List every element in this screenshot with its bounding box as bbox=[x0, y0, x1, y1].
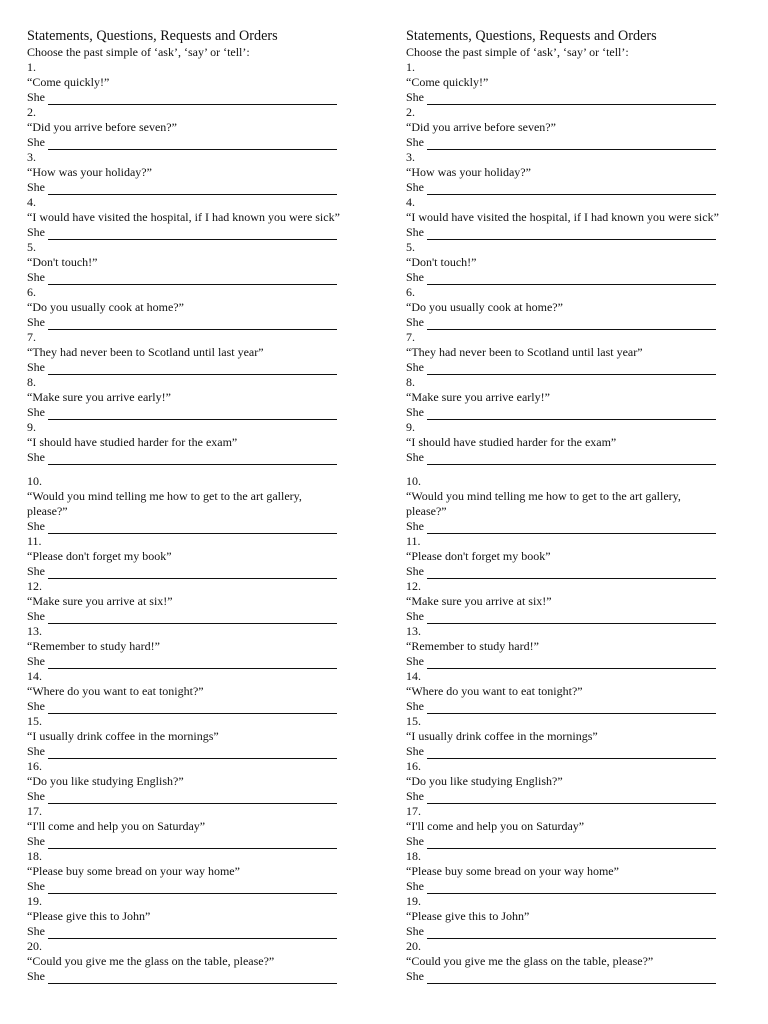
answer-row bbox=[27, 135, 387, 150]
answer-row bbox=[406, 180, 766, 195]
question-item bbox=[27, 849, 387, 894]
question-item bbox=[406, 714, 766, 759]
answer-prefix: She bbox=[406, 789, 424, 803]
answer-blank-line[interactable] bbox=[48, 407, 337, 420]
answer-prefix: She bbox=[406, 450, 424, 464]
answer-prefix: She bbox=[406, 315, 424, 329]
question-number: 3. bbox=[406, 150, 415, 164]
answer-blank-line[interactable] bbox=[427, 836, 716, 849]
question-prompt: “Do you usually cook at home?” bbox=[406, 300, 563, 314]
question-number: 17. bbox=[406, 804, 421, 818]
question-item bbox=[406, 285, 766, 330]
question-number: 14. bbox=[406, 669, 421, 683]
answer-prefix: She bbox=[27, 834, 45, 848]
answer-row bbox=[27, 879, 387, 894]
answer-prefix: She bbox=[406, 969, 424, 983]
answer-blank-line[interactable] bbox=[48, 317, 337, 330]
answer-blank-line[interactable] bbox=[48, 452, 337, 465]
answer-row bbox=[27, 360, 387, 375]
question-prompt: “Don't touch!” bbox=[27, 255, 98, 269]
answer-row bbox=[406, 135, 766, 150]
question-prompt: “Please don't forget my book” bbox=[27, 549, 172, 563]
answer-blank-line[interactable] bbox=[427, 92, 716, 105]
answer-blank-line[interactable] bbox=[427, 926, 716, 939]
question-item bbox=[406, 579, 766, 624]
question-item bbox=[27, 420, 387, 465]
answer-row bbox=[27, 180, 387, 195]
answer-blank-line[interactable] bbox=[427, 881, 716, 894]
answer-prefix: She bbox=[27, 879, 45, 893]
question-prompt: “Please buy some bread on your way home” bbox=[27, 864, 240, 878]
question-prompt: “Come quickly!” bbox=[406, 75, 489, 89]
question-prompt: “I should have studied harder for the exam” bbox=[406, 435, 617, 449]
answer-row bbox=[406, 699, 766, 714]
question-number: 1. bbox=[406, 60, 415, 74]
answer-prefix: She bbox=[27, 270, 45, 284]
question-prompt: “Please buy some bread on your way home” bbox=[406, 864, 619, 878]
answer-row bbox=[27, 789, 387, 804]
answer-blank-line[interactable] bbox=[427, 137, 716, 150]
question-prompt: “They had never been to Scotland until last year” bbox=[406, 345, 643, 359]
question-prompt: “Would you mind telling me how to get to the art gallery, please?” bbox=[27, 489, 302, 518]
answer-blank-line[interactable] bbox=[48, 227, 337, 240]
question-number: 8. bbox=[406, 375, 415, 389]
question-prompt: “I should have studied harder for the exam” bbox=[27, 435, 238, 449]
question-prompt: “Don't touch!” bbox=[406, 255, 477, 269]
question-item bbox=[27, 624, 387, 669]
question-prompt: “How was your holiday?” bbox=[27, 165, 152, 179]
answer-blank-line[interactable] bbox=[48, 272, 337, 285]
question-item bbox=[406, 939, 766, 984]
question-prompt: “Do you usually cook at home?” bbox=[27, 300, 184, 314]
question-number: 15. bbox=[27, 714, 42, 728]
answer-blank-line[interactable] bbox=[427, 182, 716, 195]
question-number: 20. bbox=[27, 939, 42, 953]
question-number: 12. bbox=[406, 579, 421, 593]
question-number: 10. bbox=[27, 474, 42, 488]
answer-blank-line[interactable] bbox=[48, 701, 337, 714]
answer-row bbox=[406, 744, 766, 759]
answer-prefix: She bbox=[406, 564, 424, 578]
answer-row bbox=[406, 609, 766, 624]
answer-row bbox=[27, 519, 387, 534]
answer-row bbox=[27, 834, 387, 849]
answer-prefix: She bbox=[406, 360, 424, 374]
answer-prefix: She bbox=[27, 360, 45, 374]
question-item bbox=[27, 804, 387, 849]
answer-prefix: She bbox=[27, 564, 45, 578]
answer-row bbox=[406, 360, 766, 375]
question-item bbox=[406, 240, 766, 285]
question-number: 20. bbox=[406, 939, 421, 953]
answer-prefix: She bbox=[27, 654, 45, 668]
answer-prefix: She bbox=[406, 270, 424, 284]
question-item bbox=[27, 669, 387, 714]
answer-blank-line[interactable] bbox=[48, 836, 337, 849]
answer-row bbox=[406, 405, 766, 420]
answer-row bbox=[406, 90, 766, 105]
question-item bbox=[406, 804, 766, 849]
answer-prefix: She bbox=[27, 924, 45, 938]
answer-blank-line[interactable] bbox=[427, 362, 716, 375]
question-item bbox=[406, 60, 766, 105]
question-item bbox=[406, 894, 766, 939]
question-number: 7. bbox=[406, 330, 415, 344]
question-number: 16. bbox=[406, 759, 421, 773]
question-item bbox=[27, 579, 387, 624]
answer-row bbox=[27, 405, 387, 420]
question-prompt: “Make sure you arrive early!” bbox=[406, 390, 550, 404]
question-item bbox=[27, 714, 387, 759]
answer-blank-line[interactable] bbox=[48, 182, 337, 195]
question-list bbox=[406, 60, 766, 984]
answer-row bbox=[27, 564, 387, 579]
answer-blank-line[interactable] bbox=[427, 971, 716, 984]
question-item bbox=[27, 195, 387, 240]
answer-blank-line[interactable] bbox=[48, 521, 337, 534]
question-item bbox=[27, 939, 387, 984]
question-prompt: “I usually drink coffee in the mornings” bbox=[27, 729, 219, 743]
question-prompt: “Would you mind telling me how to get to the art gallery, please?” bbox=[406, 489, 681, 518]
answer-row bbox=[27, 699, 387, 714]
question-prompt: “Remember to study hard!” bbox=[406, 639, 539, 653]
question-number: 13. bbox=[406, 624, 421, 638]
question-number: 7. bbox=[27, 330, 36, 344]
answer-row bbox=[406, 225, 766, 240]
question-number: 12. bbox=[27, 579, 42, 593]
answer-blank-line[interactable] bbox=[48, 137, 337, 150]
question-number: 8. bbox=[27, 375, 36, 389]
answer-prefix: She bbox=[406, 405, 424, 419]
question-number: 2. bbox=[406, 105, 415, 119]
answer-blank-line[interactable] bbox=[48, 926, 337, 939]
question-prompt: “Please give this to John” bbox=[406, 909, 530, 923]
answer-row bbox=[406, 450, 766, 465]
question-number: 19. bbox=[406, 894, 421, 908]
question-list bbox=[27, 60, 387, 984]
answer-row bbox=[406, 924, 766, 939]
answer-blank-line[interactable] bbox=[427, 317, 716, 330]
answer-row bbox=[27, 450, 387, 465]
answer-row bbox=[406, 519, 766, 534]
question-item bbox=[27, 474, 387, 534]
answer-prefix: She bbox=[27, 609, 45, 623]
answer-prefix: She bbox=[406, 744, 424, 758]
question-item bbox=[27, 285, 387, 330]
question-number: 11. bbox=[27, 534, 42, 548]
answer-prefix: She bbox=[27, 744, 45, 758]
answer-row bbox=[27, 924, 387, 939]
answer-row bbox=[27, 744, 387, 759]
question-item bbox=[406, 375, 766, 420]
answer-prefix: She bbox=[27, 405, 45, 419]
question-number: 6. bbox=[27, 285, 36, 299]
answer-row bbox=[406, 834, 766, 849]
question-item bbox=[27, 759, 387, 804]
question-number: 10. bbox=[406, 474, 421, 488]
question-prompt: “Where do you want to eat tonight?” bbox=[27, 684, 204, 698]
answer-prefix: She bbox=[406, 924, 424, 938]
answer-blank-line[interactable] bbox=[48, 656, 337, 669]
worksheet-column-left bbox=[27, 27, 387, 984]
question-prompt: “I would have visited the hospital, if I had known you were sick” bbox=[406, 210, 719, 224]
question-number: 4. bbox=[27, 195, 36, 209]
answer-blank-line[interactable] bbox=[427, 701, 716, 714]
answer-blank-line[interactable] bbox=[48, 362, 337, 375]
worksheet-instruction: Choose the past simple of ‘ask’, ‘say’ or ‘tell’: bbox=[27, 45, 250, 59]
question-item bbox=[406, 150, 766, 195]
question-item bbox=[406, 195, 766, 240]
answer-prefix: She bbox=[27, 969, 45, 983]
answer-blank-line[interactable] bbox=[48, 746, 337, 759]
question-item bbox=[27, 534, 387, 579]
answer-row bbox=[27, 315, 387, 330]
answer-blank-line[interactable] bbox=[48, 92, 337, 105]
answer-prefix: She bbox=[27, 315, 45, 329]
answer-blank-line[interactable] bbox=[48, 971, 337, 984]
question-prompt: “Could you give me the glass on the table, please?” bbox=[406, 954, 654, 968]
question-item bbox=[27, 105, 387, 150]
answer-row bbox=[27, 654, 387, 669]
question-number: 19. bbox=[27, 894, 42, 908]
answer-row bbox=[406, 315, 766, 330]
answer-row bbox=[406, 564, 766, 579]
question-item bbox=[406, 534, 766, 579]
answer-prefix: She bbox=[406, 654, 424, 668]
answer-prefix: She bbox=[27, 180, 45, 194]
question-item bbox=[27, 375, 387, 420]
answer-row bbox=[406, 654, 766, 669]
answer-row bbox=[27, 609, 387, 624]
question-item bbox=[27, 150, 387, 195]
answer-prefix: She bbox=[27, 90, 45, 104]
answer-row bbox=[27, 969, 387, 984]
answer-prefix: She bbox=[27, 519, 45, 533]
answer-blank-line[interactable] bbox=[48, 881, 337, 894]
question-item bbox=[406, 669, 766, 714]
question-number: 5. bbox=[406, 240, 415, 254]
question-number: 6. bbox=[406, 285, 415, 299]
worksheet-title: Statements, Questions, Requests and Orders bbox=[406, 28, 657, 44]
question-item bbox=[406, 624, 766, 669]
answer-prefix: She bbox=[27, 450, 45, 464]
question-number: 5. bbox=[27, 240, 36, 254]
answer-prefix: She bbox=[406, 135, 424, 149]
question-prompt: “I usually drink coffee in the mornings” bbox=[406, 729, 598, 743]
answer-blank-line[interactable] bbox=[427, 656, 716, 669]
answer-prefix: She bbox=[406, 699, 424, 713]
answer-row bbox=[27, 90, 387, 105]
question-prompt: “Make sure you arrive at six!” bbox=[406, 594, 552, 608]
answer-prefix: She bbox=[406, 180, 424, 194]
answer-blank-line[interactable] bbox=[48, 791, 337, 804]
question-prompt: “Do you like studying English?” bbox=[27, 774, 184, 788]
question-number: 4. bbox=[406, 195, 415, 209]
answer-row bbox=[406, 879, 766, 894]
question-prompt: “They had never been to Scotland until last year” bbox=[27, 345, 264, 359]
answer-blank-line[interactable] bbox=[427, 791, 716, 804]
answer-row bbox=[406, 270, 766, 285]
answer-blank-line[interactable] bbox=[427, 407, 716, 420]
worksheet-title: Statements, Questions, Requests and Orders bbox=[27, 28, 278, 44]
question-item bbox=[406, 105, 766, 150]
question-prompt: “Where do you want to eat tonight?” bbox=[406, 684, 583, 698]
question-item bbox=[406, 759, 766, 804]
question-number: 15. bbox=[406, 714, 421, 728]
answer-row bbox=[406, 969, 766, 984]
answer-row bbox=[27, 270, 387, 285]
answer-blank-line[interactable] bbox=[427, 566, 716, 579]
answer-prefix: She bbox=[27, 789, 45, 803]
answer-row bbox=[406, 789, 766, 804]
question-item bbox=[406, 474, 766, 534]
question-number: 14. bbox=[27, 669, 42, 683]
worksheet-instruction: Choose the past simple of ‘ask’, ‘say’ or ‘tell’: bbox=[406, 45, 629, 59]
question-prompt: “Remember to study hard!” bbox=[27, 639, 160, 653]
question-prompt: “Did you arrive before seven?” bbox=[406, 120, 556, 134]
question-number: 2. bbox=[27, 105, 36, 119]
question-number: 11. bbox=[406, 534, 421, 548]
answer-prefix: She bbox=[406, 834, 424, 848]
answer-prefix: She bbox=[406, 609, 424, 623]
answer-blank-line[interactable] bbox=[427, 746, 716, 759]
answer-row bbox=[27, 225, 387, 240]
worksheet-column-right bbox=[406, 27, 766, 984]
question-number: 17. bbox=[27, 804, 42, 818]
question-prompt: “Did you arrive before seven?” bbox=[27, 120, 177, 134]
question-prompt: “Come quickly!” bbox=[27, 75, 110, 89]
answer-blank-line[interactable] bbox=[48, 566, 337, 579]
question-item bbox=[27, 240, 387, 285]
question-prompt: “I would have visited the hospital, if I had known you were sick” bbox=[27, 210, 340, 224]
answer-prefix: She bbox=[406, 90, 424, 104]
answer-blank-line[interactable] bbox=[48, 611, 337, 624]
question-prompt: “Make sure you arrive early!” bbox=[27, 390, 171, 404]
question-prompt: “Please give this to John” bbox=[27, 909, 151, 923]
answer-prefix: She bbox=[27, 135, 45, 149]
question-item bbox=[27, 60, 387, 105]
answer-prefix: She bbox=[406, 225, 424, 239]
question-prompt: “Could you give me the glass on the table, please?” bbox=[27, 954, 275, 968]
answer-prefix: She bbox=[27, 225, 45, 239]
answer-blank-line[interactable] bbox=[427, 272, 716, 285]
answer-blank-line[interactable] bbox=[427, 611, 716, 624]
answer-blank-line[interactable] bbox=[427, 227, 716, 240]
question-number: 3. bbox=[27, 150, 36, 164]
answer-prefix: She bbox=[406, 879, 424, 893]
question-prompt: “Do you like studying English?” bbox=[406, 774, 563, 788]
question-item bbox=[27, 894, 387, 939]
answer-blank-line[interactable] bbox=[427, 452, 716, 465]
question-item bbox=[27, 330, 387, 375]
question-number: 18. bbox=[27, 849, 42, 863]
answer-prefix: She bbox=[406, 519, 424, 533]
question-prompt: “Make sure you arrive at six!” bbox=[27, 594, 173, 608]
answer-prefix: She bbox=[27, 699, 45, 713]
question-item bbox=[406, 330, 766, 375]
question-number: 1. bbox=[27, 60, 36, 74]
question-number: 9. bbox=[27, 420, 36, 434]
question-prompt: “I'll come and help you on Saturday” bbox=[406, 819, 585, 833]
question-prompt: “I'll come and help you on Saturday” bbox=[27, 819, 206, 833]
question-number: 9. bbox=[406, 420, 415, 434]
question-item bbox=[406, 849, 766, 894]
question-item bbox=[406, 420, 766, 465]
question-prompt: “Please don't forget my book” bbox=[406, 549, 551, 563]
question-number: 13. bbox=[27, 624, 42, 638]
question-prompt: “How was your holiday?” bbox=[406, 165, 531, 179]
question-number: 18. bbox=[406, 849, 421, 863]
answer-blank-line[interactable] bbox=[427, 521, 716, 534]
question-number: 16. bbox=[27, 759, 42, 773]
